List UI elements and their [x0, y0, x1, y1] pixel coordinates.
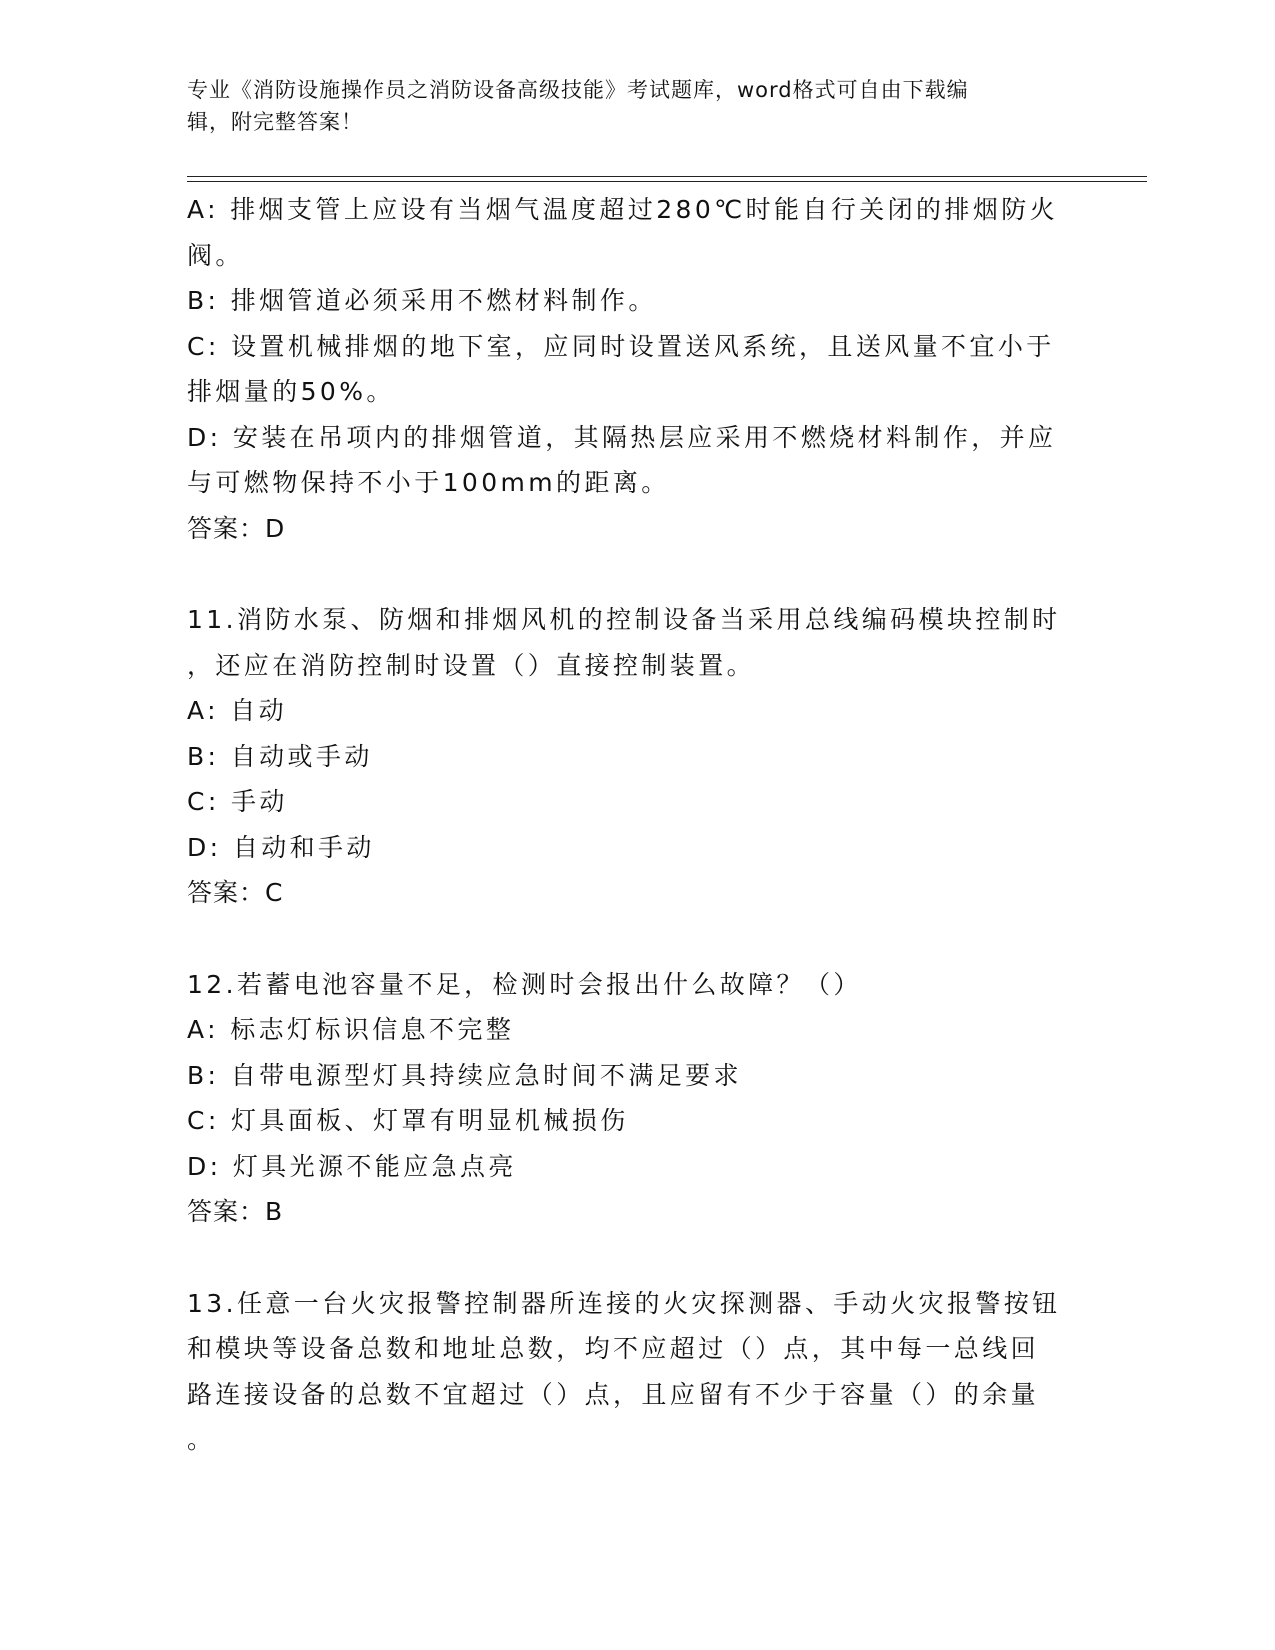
- header-line-1: 专业《消防设施操作员之消防设备高级技能》考试题库，word格式可自由下载编: [187, 78, 969, 102]
- q10-answer: 答案：D: [187, 513, 286, 543]
- spacer: [187, 916, 1067, 962]
- q11-answer: 答案：C: [187, 878, 284, 907]
- question-content: [187, 187, 1067, 1463]
- q12-option-c: C: 灯具面板、灯罩有明显机械损伤: [187, 1106, 629, 1135]
- question-12: [187, 962, 1067, 1235]
- q11-option-a: A: 自动: [187, 696, 288, 725]
- header-line-2: 辑，附完整答案！: [187, 110, 363, 134]
- q12-answer: 答案：B: [187, 1197, 284, 1226]
- q13-stem-line-1: 13.任意一台火灾报警控制器所连接的火灾探测器、手动火灾报警按钮: [187, 1288, 1061, 1318]
- question-13: [187, 1281, 1067, 1463]
- q10-option-c-line-1: C: 设置机械排烟的地下室，应同时设置送风系统，且送风量不宜小于: [187, 331, 1055, 361]
- document-header: [187, 74, 1067, 138]
- q11-stem-line-1: 11.消防水泵、防烟和排烟风机的控制设备当采用总线编码模块控制时: [187, 605, 1061, 634]
- q12-stem: 12.若蓄电池容量不足，检测时会报出什么故障？（）: [187, 969, 862, 999]
- q12-option-b: B: 自带电源型灯具持续应急时间不满足要求: [187, 1060, 742, 1090]
- q13-stem-line-4: 。: [187, 1425, 216, 1454]
- q11-option-b: B: 自动或手动: [187, 741, 373, 771]
- question-11: [187, 597, 1067, 916]
- q10-option-a-line-1: A: 排烟支管上应设有当烟气温度超过280℃时能自行关闭的排烟防火: [187, 195, 1059, 224]
- q10-option-d-line-2: 与可燃物保持不小于100mm的距离。: [187, 468, 670, 497]
- spacer: [187, 1235, 1067, 1281]
- q11-option-c: C: 手动: [187, 787, 288, 816]
- header-divider-top: [187, 176, 1147, 177]
- q13-stem-line-3: 路连接设备的总数不宜超过（）点，且应留有不少于容量（）的余量: [187, 1379, 1040, 1409]
- q12-option-a: A: 标志灯标识信息不完整: [187, 1015, 515, 1044]
- q11-option-d: D: 自动和手动: [187, 832, 375, 862]
- q10-option-d-line-1: D: 安装在吊项内的排烟管道，其隔热层应采用不燃烧材料制作，并应: [187, 422, 1057, 452]
- q10-option-c-line-2: 排烟量的50%。: [187, 377, 395, 406]
- q11-stem-line-2: ，还应在消防控制时设置（）直接控制装置。: [187, 650, 756, 680]
- q12-option-d: D: 灯具光源不能应急点亮: [187, 1151, 517, 1181]
- q10-option-b: B: 排烟管道必须采用不燃材料制作。: [187, 286, 657, 315]
- header-divider-bottom: [187, 181, 1147, 182]
- q10-option-a-line-2: 阀。: [187, 240, 244, 270]
- q13-stem-line-2: 和模块等设备总数和地址总数，均不应超过（）点，其中每一总线回: [187, 1334, 1040, 1363]
- question-10: [187, 187, 1067, 551]
- spacer: [187, 551, 1067, 597]
